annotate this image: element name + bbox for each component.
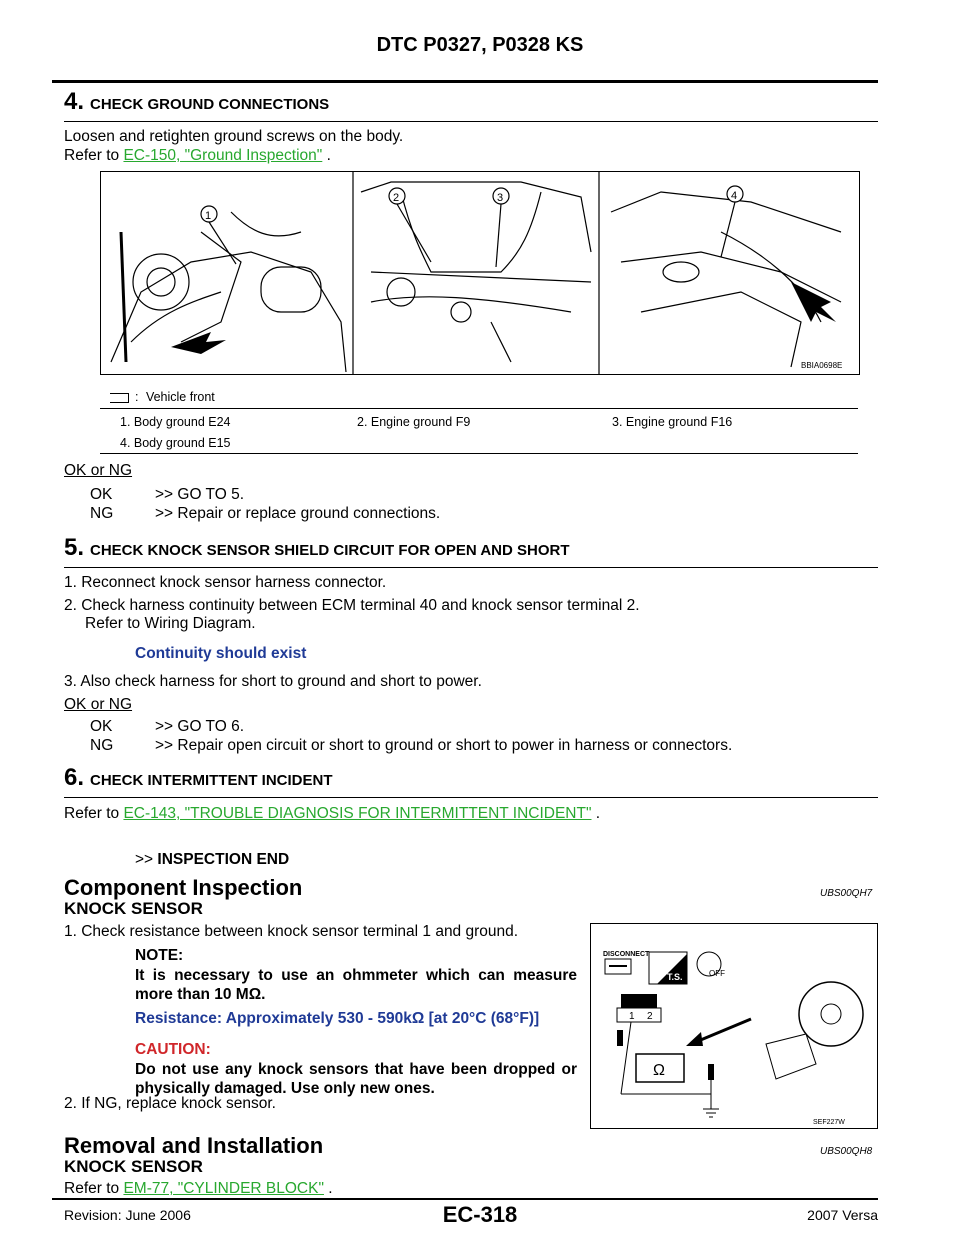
step-5-spec: Continuity should exist	[135, 645, 307, 662]
figure-code: BBIA0698E	[801, 361, 843, 370]
resistance-spec: Resistance: Approximately 530 - 590kΩ [at 20°C (68°F)]	[135, 1010, 540, 1027]
legend-item-4: 4. Body ground E15	[120, 436, 231, 450]
refer-label: Refer to	[64, 1180, 120, 1197]
component-inspection-heading: Component Inspection	[64, 875, 303, 900]
footer-rule	[52, 1198, 878, 1200]
legend-divider-bottom	[100, 453, 858, 454]
step-4-instruction: Loosen and retighten ground screws on the body.	[64, 128, 404, 145]
step-4-ng-action: >> Repair or replace ground connections.	[155, 505, 441, 522]
component-item-1: 1. Check resistance between knock sensor terminal 1 and ground.	[64, 923, 519, 940]
removal-code: UBS00QH8	[820, 1146, 873, 1157]
step-6-number: 6.	[64, 764, 85, 791]
step-4-number: 4.	[64, 88, 85, 115]
ts-label: T.S.	[667, 972, 683, 982]
disconnect-label: DISCONNECT	[603, 951, 650, 958]
caution-label: CAUTION:	[135, 1041, 211, 1058]
step-5-ok-ng: OK or NG	[64, 696, 133, 713]
step-4-heading	[64, 88, 878, 122]
legend-item-1: 1. Body ground E24	[120, 415, 231, 429]
step-4-ok-action: >> GO TO 5.	[155, 486, 245, 503]
component-item-2: 2. If NG, replace knock sensor.	[64, 1095, 276, 1112]
knock-sensor-illustration	[591, 924, 877, 1128]
step-5-ok-action: >> GO TO 6.	[155, 718, 245, 735]
note-text: It is necessary to use an ohmmeter which can measure more than 10 MΩ.	[135, 967, 577, 1003]
vehicle-front-arrow-icon	[171, 332, 226, 354]
header-rule	[52, 80, 878, 83]
step-5-title: CHECK KNOCK SENSOR SHIELD CIRCUIT FOR OPEN AND SHORT	[90, 542, 570, 559]
intermittent-incident-link[interactable]: EC-143, "TROUBLE DIAGNOSIS FOR INTERMITTENT INCIDENT"	[123, 805, 592, 822]
ohm-symbol: Ω	[653, 1062, 665, 1079]
step-5-heading	[64, 534, 878, 568]
footer-model: 2007 Versa	[807, 1207, 878, 1223]
step-6-title: CHECK INTERMITTENT INCIDENT	[90, 772, 333, 789]
step-5-ng-action: >> Repair open circuit or short to ground or short to power in harness or connectors.	[155, 737, 733, 754]
ground-inspection-link[interactable]: EC-150, "Ground Inspection"	[123, 147, 323, 164]
component-inspection-code: UBS00QH7	[820, 888, 873, 899]
step-4-reference	[64, 147, 331, 165]
refer-tail: .	[595, 805, 601, 822]
footer-revision: Revision: June 2006	[64, 1207, 191, 1223]
caution-text: Do not use any knock sensors that have been dropped or physically damaged. Use only new ones.	[135, 1061, 577, 1097]
cylinder-block-link[interactable]: EM-77, "CYLINDER BLOCK"	[123, 1180, 324, 1197]
step-6-heading	[64, 764, 878, 798]
step-5-item-3: 3. Also check harness for short to ground and short to power.	[64, 673, 482, 690]
step-6-reference	[64, 805, 600, 823]
inspection-end: >> INSPECTION END	[135, 851, 290, 868]
ground-connections-illustration	[101, 172, 859, 374]
callout-1: 1	[205, 210, 212, 222]
callout-3: 3	[497, 192, 504, 204]
removal-heading: Removal and Installation	[64, 1133, 324, 1158]
legend-vehicle-front: : Vehicle front	[110, 390, 215, 404]
step-5-item-2: 2. Check harness continuity between ECM terminal 40 and knock sensor terminal 2.	[64, 597, 640, 614]
step-5-item-1: 1. Reconnect knock sensor harness connector.	[64, 574, 387, 591]
step-4-ok-label: OK	[90, 486, 113, 503]
callout-2: 2	[393, 192, 400, 204]
refer-label: Refer to	[64, 147, 120, 164]
legend-item-3: 3. Engine ground F16	[612, 415, 733, 429]
note-label: NOTE:	[135, 947, 184, 964]
step-4-ng-label: NG	[90, 505, 114, 522]
off-label: OFF	[709, 969, 725, 978]
step-5-item-2b: Refer to Wiring Diagram.	[85, 615, 256, 632]
step-4-ok-ng: OK or NG	[64, 462, 133, 479]
legend-item-2: 2. Engine ground F9	[357, 415, 471, 429]
knock-sensor-icon	[799, 982, 863, 1046]
footer-page-number: EC-318	[442, 1202, 518, 1227]
page-header-title: DTC P0327, P0328 KS	[376, 34, 584, 56]
callout-4: 4	[731, 190, 738, 202]
step-5-number: 5.	[64, 534, 85, 561]
refer-label: Refer to	[64, 805, 120, 822]
step-5-ok-label: OK	[90, 718, 113, 735]
component-sub-heading: KNOCK SENSOR	[64, 899, 203, 918]
legend-divider	[100, 408, 858, 409]
pin-2-label: 2	[647, 1011, 653, 1022]
removal-sub-heading: KNOCK SENSOR	[64, 1157, 203, 1176]
pin-1-label: 1	[629, 1011, 635, 1022]
ground-connections-figure	[100, 171, 860, 375]
removal-reference	[64, 1180, 333, 1198]
figure-code: SEF227W	[813, 1119, 845, 1126]
refer-tail: .	[328, 1180, 333, 1197]
step-4-title: CHECK GROUND CONNECTIONS	[90, 96, 330, 113]
step-5-ng-label: NG	[90, 737, 114, 754]
refer-tail: .	[326, 147, 331, 164]
vehicle-front-symbol-icon	[110, 393, 129, 403]
knock-sensor-figure	[590, 923, 878, 1129]
